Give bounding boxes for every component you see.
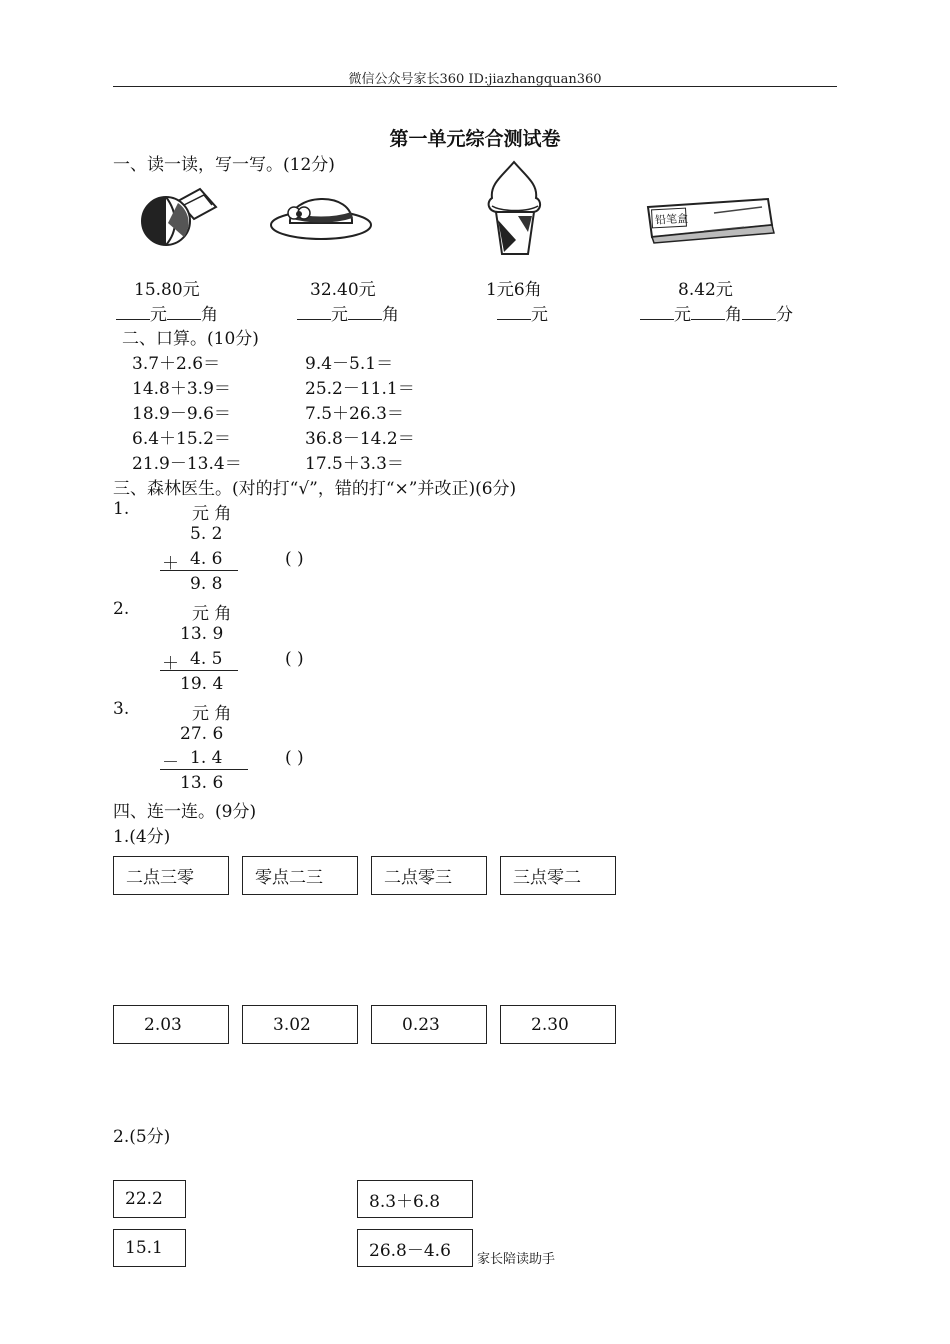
calc-left-4: 6.4＋15.2＝ (132, 429, 231, 449)
price-ice-cream: 1元6角 (486, 280, 542, 300)
pencil-box-icon (644, 195, 776, 245)
answer-ice-cream: 元 (497, 300, 548, 325)
problem-3-answer-paren[interactable]: ( ) (285, 748, 304, 768)
blank-field[interactable] (497, 305, 531, 320)
hat-icon (268, 183, 374, 243)
problem-3-minuend: 27. 6 (180, 724, 224, 744)
price-ball: 15.80元 (134, 280, 200, 300)
value-box[interactable]: 22.2 (113, 1180, 186, 1218)
problem-1-units: 元 角 (192, 504, 232, 524)
problem-1-operand: 4. 6 (190, 549, 223, 569)
header-divider (113, 86, 837, 87)
footer-text: 家长陪读助手 (477, 1252, 556, 1267)
problem-2-line (160, 670, 238, 671)
calc-left-1: 3.7＋2.6＝ (132, 354, 221, 374)
price-hat: 32.40元 (310, 280, 376, 300)
problem-3-line (160, 769, 248, 770)
problem-3-number: 3. (113, 699, 130, 719)
part2-label: 2.(5分) (113, 1127, 171, 1147)
number-box[interactable]: 0.23 (371, 1005, 487, 1044)
section2-heading: 二、口算。(10分) (122, 329, 259, 349)
word-box[interactable]: 三点零二 (500, 856, 616, 895)
calc-left-3: 18.9－9.6＝ (132, 404, 231, 424)
answer-hat: 元 角 (297, 300, 399, 325)
blank-field[interactable] (348, 305, 382, 320)
section4-heading: 四、连一连。(9分) (113, 802, 257, 822)
problem-3-operator: － (162, 753, 179, 773)
blank-field[interactable] (116, 305, 150, 320)
calc-right-1: 9.4－5.1＝ (305, 354, 394, 374)
problem-3-operand: 1. 4 (190, 748, 223, 768)
problem-2-operator: ＋ (162, 654, 179, 674)
problem-2-result: 19. 4 (180, 674, 224, 694)
ball-icon (138, 183, 218, 253)
problem-2-number: 2. (113, 599, 130, 619)
number-box[interactable]: 2.03 (113, 1005, 229, 1044)
problem-2-answer-paren[interactable]: ( ) (285, 649, 304, 669)
problem-3-result: 13. 6 (180, 773, 224, 793)
calc-right-4: 36.8－14.2＝ (305, 429, 415, 449)
problem-1-result: 9. 8 (190, 574, 223, 594)
calc-right-3: 7.5＋26.3＝ (305, 404, 404, 424)
answer-ball: 元 角 (116, 300, 218, 325)
answer-pencil-box: 元 角 分 (640, 300, 793, 325)
section3-heading: 三、森林医生。(对的打“√”，错的打“×”并改正)(6分) (113, 479, 517, 499)
word-box[interactable]: 二点三零 (113, 856, 229, 895)
calc-left-5: 21.9－13.4＝ (132, 454, 242, 474)
ice-cream-icon (482, 160, 546, 258)
problem-1-number: 1. (113, 499, 130, 519)
blank-field[interactable] (640, 305, 674, 320)
problem-1-line (160, 570, 238, 571)
page-title: 第一单元综合测试卷 (389, 128, 561, 150)
problem-1-operator: ＋ (162, 554, 179, 574)
number-box[interactable]: 3.02 (242, 1005, 358, 1044)
expression-box[interactable]: 26.8－4.6 (357, 1229, 473, 1267)
problem-3-units: 元 角 (192, 704, 232, 724)
price-pencil-box: 8.42元 (678, 280, 733, 300)
word-box[interactable]: 零点二三 (242, 856, 358, 895)
problem-2-addend: 13. 9 (180, 624, 224, 644)
blank-field[interactable] (297, 305, 331, 320)
problem-2-operand: 4. 5 (190, 649, 223, 669)
pencil-box-label: 铅笔盒 (654, 212, 689, 227)
number-box[interactable]: 2.30 (500, 1005, 616, 1044)
expression-box[interactable]: 8.3＋6.8 (357, 1180, 473, 1218)
calc-right-2: 25.2－11.1＝ (305, 379, 415, 399)
blank-field[interactable] (742, 305, 776, 320)
section1-heading: 一、读一读，写一写。(12分) (113, 155, 335, 175)
problem-1-addend: 5. 2 (190, 524, 223, 544)
problem-2-units: 元 角 (192, 604, 232, 624)
part1-label: 1.(4分) (113, 827, 171, 847)
blank-field[interactable] (691, 305, 725, 320)
problem-1-answer-paren[interactable]: ( ) (285, 549, 304, 569)
calc-right-5: 17.5＋3.3＝ (305, 454, 404, 474)
word-box[interactable]: 二点零三 (371, 856, 487, 895)
value-box[interactable]: 15.1 (113, 1229, 186, 1267)
blank-field[interactable] (167, 305, 201, 320)
page-header: 微信公众号家长360 ID:jiazhangquan360 (348, 72, 602, 87)
calc-left-2: 14.8＋3.9＝ (132, 379, 231, 399)
